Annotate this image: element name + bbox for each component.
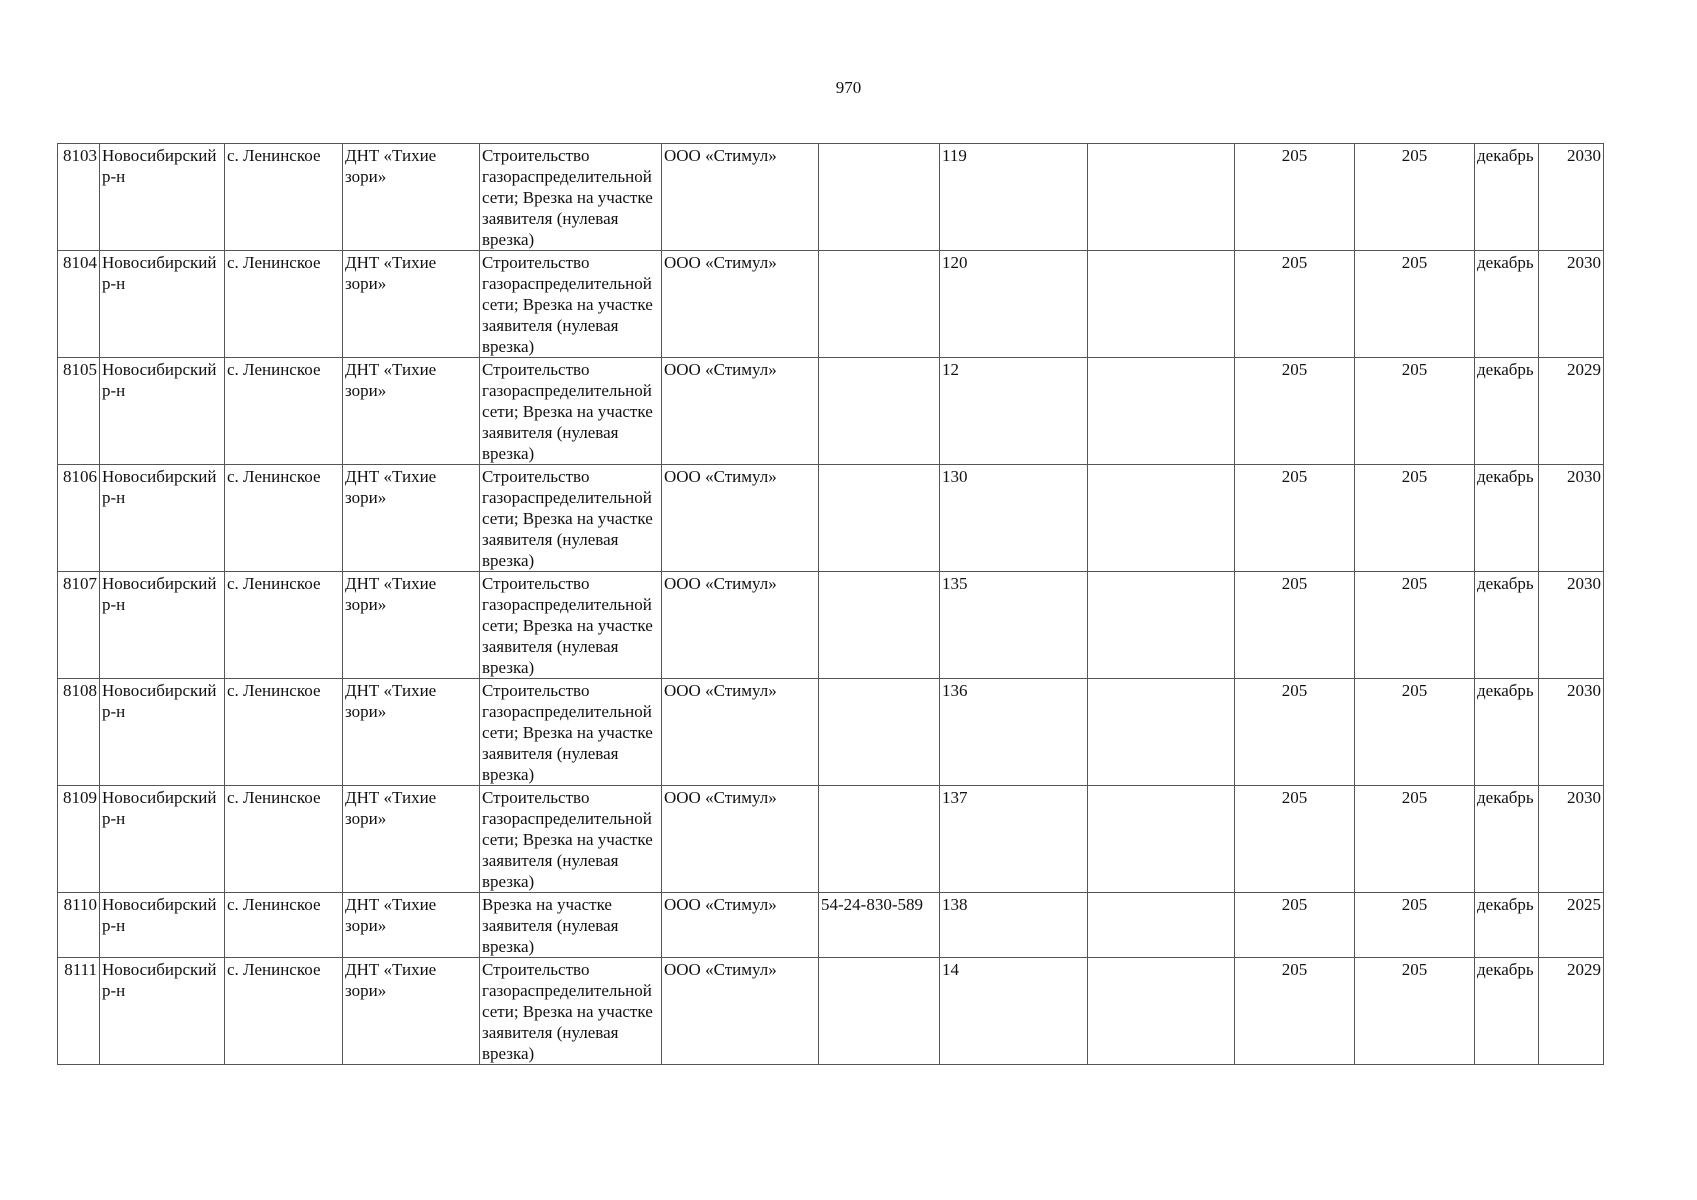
cell-work: Строительство газораспределительной сети; Врезка на участке заявителя (нулевая врезка) [480,958,662,1065]
cell-object: ДНТ «Тихие зори» [343,358,480,465]
cell-organization: ООО «Стимул» [662,358,819,465]
table-row [58,465,1604,572]
cell-code [819,679,940,786]
cell-extra [1088,958,1235,1065]
cell-object: ДНТ «Тихие зори» [343,465,480,572]
cell-object: ДНТ «Тихие зори» [343,679,480,786]
cell-work: Строительство газораспределительной сети; Врезка на участке заявителя (нулевая врезка) [480,358,662,465]
cell-value-2: 205 [1355,572,1475,679]
cell-value-1: 205 [1235,786,1355,893]
cell-district: Новосибирский р-н [100,251,225,358]
cell-number: 136 [940,679,1088,786]
cell-id: 8106 [58,465,100,572]
cell-number: 12 [940,358,1088,465]
cell-settlement: с. Ленинское [225,958,343,1065]
cell-value-1: 205 [1235,893,1355,958]
table-row [58,358,1604,465]
cell-code [819,958,940,1065]
cell-settlement: с. Ленинское [225,679,343,786]
cell-number: 119 [940,144,1088,251]
cell-id: 8111 [58,958,100,1065]
cell-settlement: с. Ленинское [225,358,343,465]
cell-id: 8108 [58,679,100,786]
cell-year: 2029 [1539,358,1604,465]
cell-month: декабрь [1475,893,1539,958]
cell-district: Новосибирский р-н [100,958,225,1065]
cell-number: 135 [940,572,1088,679]
cell-month: декабрь [1475,144,1539,251]
cell-district: Новосибирский р-н [100,144,225,251]
cell-id: 8107 [58,572,100,679]
cell-value-1: 205 [1235,144,1355,251]
cell-district: Новосибирский р-н [100,893,225,958]
table-body [58,144,1604,1065]
cell-value-2: 205 [1355,251,1475,358]
cell-organization: ООО «Стимул» [662,572,819,679]
cell-organization: ООО «Стимул» [662,786,819,893]
cell-value-1: 205 [1235,465,1355,572]
table-row [58,958,1604,1065]
cell-number: 120 [940,251,1088,358]
cell-value-1: 205 [1235,679,1355,786]
cell-month: декабрь [1475,358,1539,465]
cell-value-1: 205 [1235,251,1355,358]
cell-year: 2025 [1539,893,1604,958]
cell-settlement: с. Ленинское [225,144,343,251]
cell-object: ДНТ «Тихие зори» [343,786,480,893]
cell-number: 138 [940,893,1088,958]
cell-code [819,786,940,893]
cell-code: 54-24-830-589 [819,893,940,958]
cell-id: 8109 [58,786,100,893]
cell-year: 2030 [1539,786,1604,893]
cell-value-1: 205 [1235,572,1355,679]
cell-month: декабрь [1475,572,1539,679]
cell-object: ДНТ «Тихие зори» [343,572,480,679]
cell-settlement: с. Ленинское [225,251,343,358]
cell-number: 14 [940,958,1088,1065]
cell-work: Строительство газораспределительной сети; Врезка на участке заявителя (нулевая врезка) [480,251,662,358]
cell-year: 2030 [1539,679,1604,786]
cell-object: ДНТ «Тихие зори» [343,251,480,358]
cell-work: Строительство газораспределительной сети; Врезка на участке заявителя (нулевая врезка) [480,465,662,572]
cell-year: 2030 [1539,572,1604,679]
registry-table [57,143,1604,1065]
table-row [58,144,1604,251]
cell-extra [1088,251,1235,358]
cell-organization: ООО «Стимул» [662,893,819,958]
cell-value-2: 205 [1355,958,1475,1065]
cell-organization: ООО «Стимул» [662,144,819,251]
cell-id: 8105 [58,358,100,465]
cell-organization: ООО «Стимул» [662,465,819,572]
cell-work: Врезка на участке заявителя (нулевая врезка) [480,893,662,958]
cell-code [819,358,940,465]
cell-extra [1088,786,1235,893]
table-row [58,679,1604,786]
cell-month: декабрь [1475,465,1539,572]
cell-extra [1088,465,1235,572]
cell-organization: ООО «Стимул» [662,251,819,358]
table-row [58,786,1604,893]
cell-id: 8103 [58,144,100,251]
cell-district: Новосибирский р-н [100,679,225,786]
cell-work: Строительство газораспределительной сети; Врезка на участке заявителя (нулевая врезка) [480,572,662,679]
cell-value-1: 205 [1235,958,1355,1065]
cell-code [819,251,940,358]
cell-work: Строительство газораспределительной сети; Врезка на участке заявителя (нулевая врезка) [480,786,662,893]
cell-code [819,465,940,572]
cell-extra [1088,893,1235,958]
cell-value-2: 205 [1355,465,1475,572]
cell-year: 2030 [1539,251,1604,358]
table-row [58,893,1604,958]
cell-year: 2029 [1539,958,1604,1065]
cell-object: ДНТ «Тихие зори» [343,144,480,251]
cell-number: 130 [940,465,1088,572]
cell-month: декабрь [1475,251,1539,358]
cell-settlement: с. Ленинское [225,572,343,679]
cell-district: Новосибирский р-н [100,358,225,465]
cell-extra [1088,358,1235,465]
cell-year: 2030 [1539,144,1604,251]
cell-organization: ООО «Стимул» [662,679,819,786]
cell-district: Новосибирский р-н [100,572,225,679]
cell-district: Новосибирский р-н [100,465,225,572]
cell-object: ДНТ «Тихие зори» [343,893,480,958]
cell-number: 137 [940,786,1088,893]
cell-settlement: с. Ленинское [225,786,343,893]
cell-value-2: 205 [1355,679,1475,786]
cell-month: декабрь [1475,958,1539,1065]
table-row [58,251,1604,358]
cell-id: 8110 [58,893,100,958]
cell-extra [1088,144,1235,251]
cell-settlement: с. Ленинское [225,893,343,958]
cell-value-2: 205 [1355,358,1475,465]
cell-object: ДНТ «Тихие зори» [343,958,480,1065]
cell-year: 2030 [1539,465,1604,572]
cell-value-2: 205 [1355,786,1475,893]
cell-code [819,572,940,679]
cell-work: Строительство газораспределительной сети; Врезка на участке заявителя (нулевая врезка) [480,679,662,786]
cell-organization: ООО «Стимул» [662,958,819,1065]
cell-value-1: 205 [1235,358,1355,465]
table-row [58,572,1604,679]
cell-month: декабрь [1475,786,1539,893]
page-number: 970 [835,78,862,97]
cell-value-2: 205 [1355,893,1475,958]
cell-id: 8104 [58,251,100,358]
cell-code [819,144,940,251]
cell-value-2: 205 [1355,144,1475,251]
cell-month: декабрь [1475,679,1539,786]
cell-work: Строительство газораспределительной сети; Врезка на участке заявителя (нулевая врезка) [480,144,662,251]
cell-settlement: с. Ленинское [225,465,343,572]
cell-extra [1088,572,1235,679]
cell-extra [1088,679,1235,786]
cell-district: Новосибирский р-н [100,786,225,893]
